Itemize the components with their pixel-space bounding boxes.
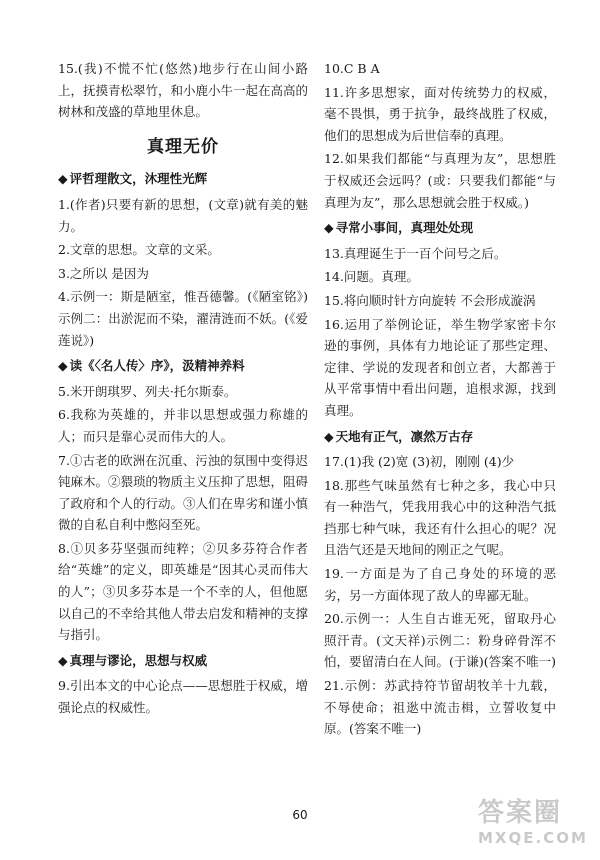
- answer-4: 4.示例一：斯是陋室，惟吾德馨。(《陋室铭》)示例二：出淤泥而不染，濯清涟而不妖。(《爱莲说》): [58, 289, 308, 348]
- diamond-bullet-icon: ◆: [324, 428, 334, 444]
- answer-19: 19.一方面是为了自己身处的环境的恶劣，另一方面体现了敌人的卑鄙无耻。: [324, 566, 556, 603]
- answer-9: 9.引出本文的中心论点——思想胜于权威，增强论点的权威性。: [58, 678, 308, 716]
- answer-15b: 15.将向顺时针方向旋转 不会形成漩涡: [324, 292, 536, 308]
- section-heading-2: ◆ 读《〈名人传〉序》，汲精神养料: [58, 355, 308, 377]
- answer-8: 8.①贝多芬坚强而纯粹；②贝多芬符合作者给“英雄”的定义，即英雄是“因其心灵而伟大的人”；③贝多芬本是一个不幸的人，但他愿以自己的不幸给其他人带去启发和精神的支撑与指引。: [58, 540, 309, 643]
- page-number: 60: [292, 808, 308, 822]
- site-watermark-logo: [478, 798, 596, 854]
- answer-6: 6.我称为英雄的，并非以思想或强力称雄的人；而只是靠心灵而伟大的人。: [58, 407, 308, 444]
- watermark-chinese: 答案圈: [478, 798, 563, 828]
- answer-15: 15.(我)不慌不忙(悠然)地步行在山间小路上，抚摸青松翠竹，和小鹿小牛一起在高高的树林和茂盛的草地里休息。: [58, 61, 309, 120]
- watermark-url: MXQE.COM: [478, 829, 588, 847]
- left-column: [58, 58, 308, 721]
- answer-14: 14.问题。真理。: [324, 269, 419, 285]
- answer-5: 5.米开朗琪罗、列夫·托尔斯泰。: [58, 383, 237, 399]
- diamond-bullet-icon: ◆: [58, 652, 68, 668]
- diamond-bullet-icon: ◆: [58, 171, 68, 187]
- section-heading-1: ◆ 评哲理散文，沐理性光辉: [58, 168, 308, 190]
- section-heading-4: ◆ 寻常小事间，真理处处现: [324, 217, 556, 239]
- answer-2: 2.文章的思想。文章的文采。: [58, 242, 220, 258]
- article-title: 真理无价: [147, 136, 219, 157]
- answer-18: 18.那些气味虽然有七种之多，我心中只有一种浩气，凭我用我心中的这种浩气抵挡那七种气味，我还有什么担心的呢？况且浩气还是天地间的刚正之气呢。: [324, 477, 556, 558]
- answer-10: 10.C B A: [324, 61, 380, 76]
- answer-1: 1.(作者)只要有新的思想，(文章)就有美的魅力。: [58, 196, 308, 234]
- answer-7: 7.①古老的欧洲在沉重、污浊的氛围中变得迟钝麻木。②猥琐的物质主义压抑了思想，阻碍了政府和个人的行动。③人们在卑劣和谨小慎微的自私自利中憋闷至死。: [58, 452, 309, 533]
- answer-17: 17.(1)我 (2)宽 (3)初，刚刚 (4)少: [324, 454, 515, 470]
- answer-21: 21.示例：苏武持符节留胡牧羊十九载，不辱使命；祖逖中流击楫，立誓收复中原。(答案不唯一): [324, 678, 556, 737]
- diamond-bullet-icon: ◆: [58, 358, 68, 374]
- diamond-bullet-icon: ◆: [324, 220, 334, 236]
- right-column: [324, 58, 556, 742]
- section-heading-5: ◆ 天地有正气，凛然万古存: [324, 426, 556, 448]
- answer-20: 20.示例一：人生自古谁无死，留取丹心照汗青。(文天祥)示例二：粉身碎骨浑不怕，要留清白在人间。(于谦)(答案不唯一): [324, 611, 557, 670]
- answer-16: 16.运用了举例论证，举生物学家密卡尔逊的事例，具体有力地论证了那些定理、定律、学说的发现者和创立者，大都善于从平常事情中看出问题，追根求源，找到真理。: [324, 316, 556, 418]
- section-heading-3: ◆ 真理与谬论，思想与权威: [58, 650, 308, 672]
- answer-12: 12.如果我们都能“与真理为友”，思想胜于权威还会远吗？(或：只要我们都能“与真理为友”，那么思想就会胜于权威。): [324, 151, 556, 210]
- answer-3: 3.之所以 是因为: [58, 265, 149, 281]
- answer-11: 11.许多思想家，面对传统势力的权威，毫不畏惧，勇于抗争，最终战胜了权威，他们的思想成为后世信奉的真理。: [324, 84, 556, 143]
- answer-13: 13.真理诞生于一百个问号之后。: [324, 245, 507, 261]
